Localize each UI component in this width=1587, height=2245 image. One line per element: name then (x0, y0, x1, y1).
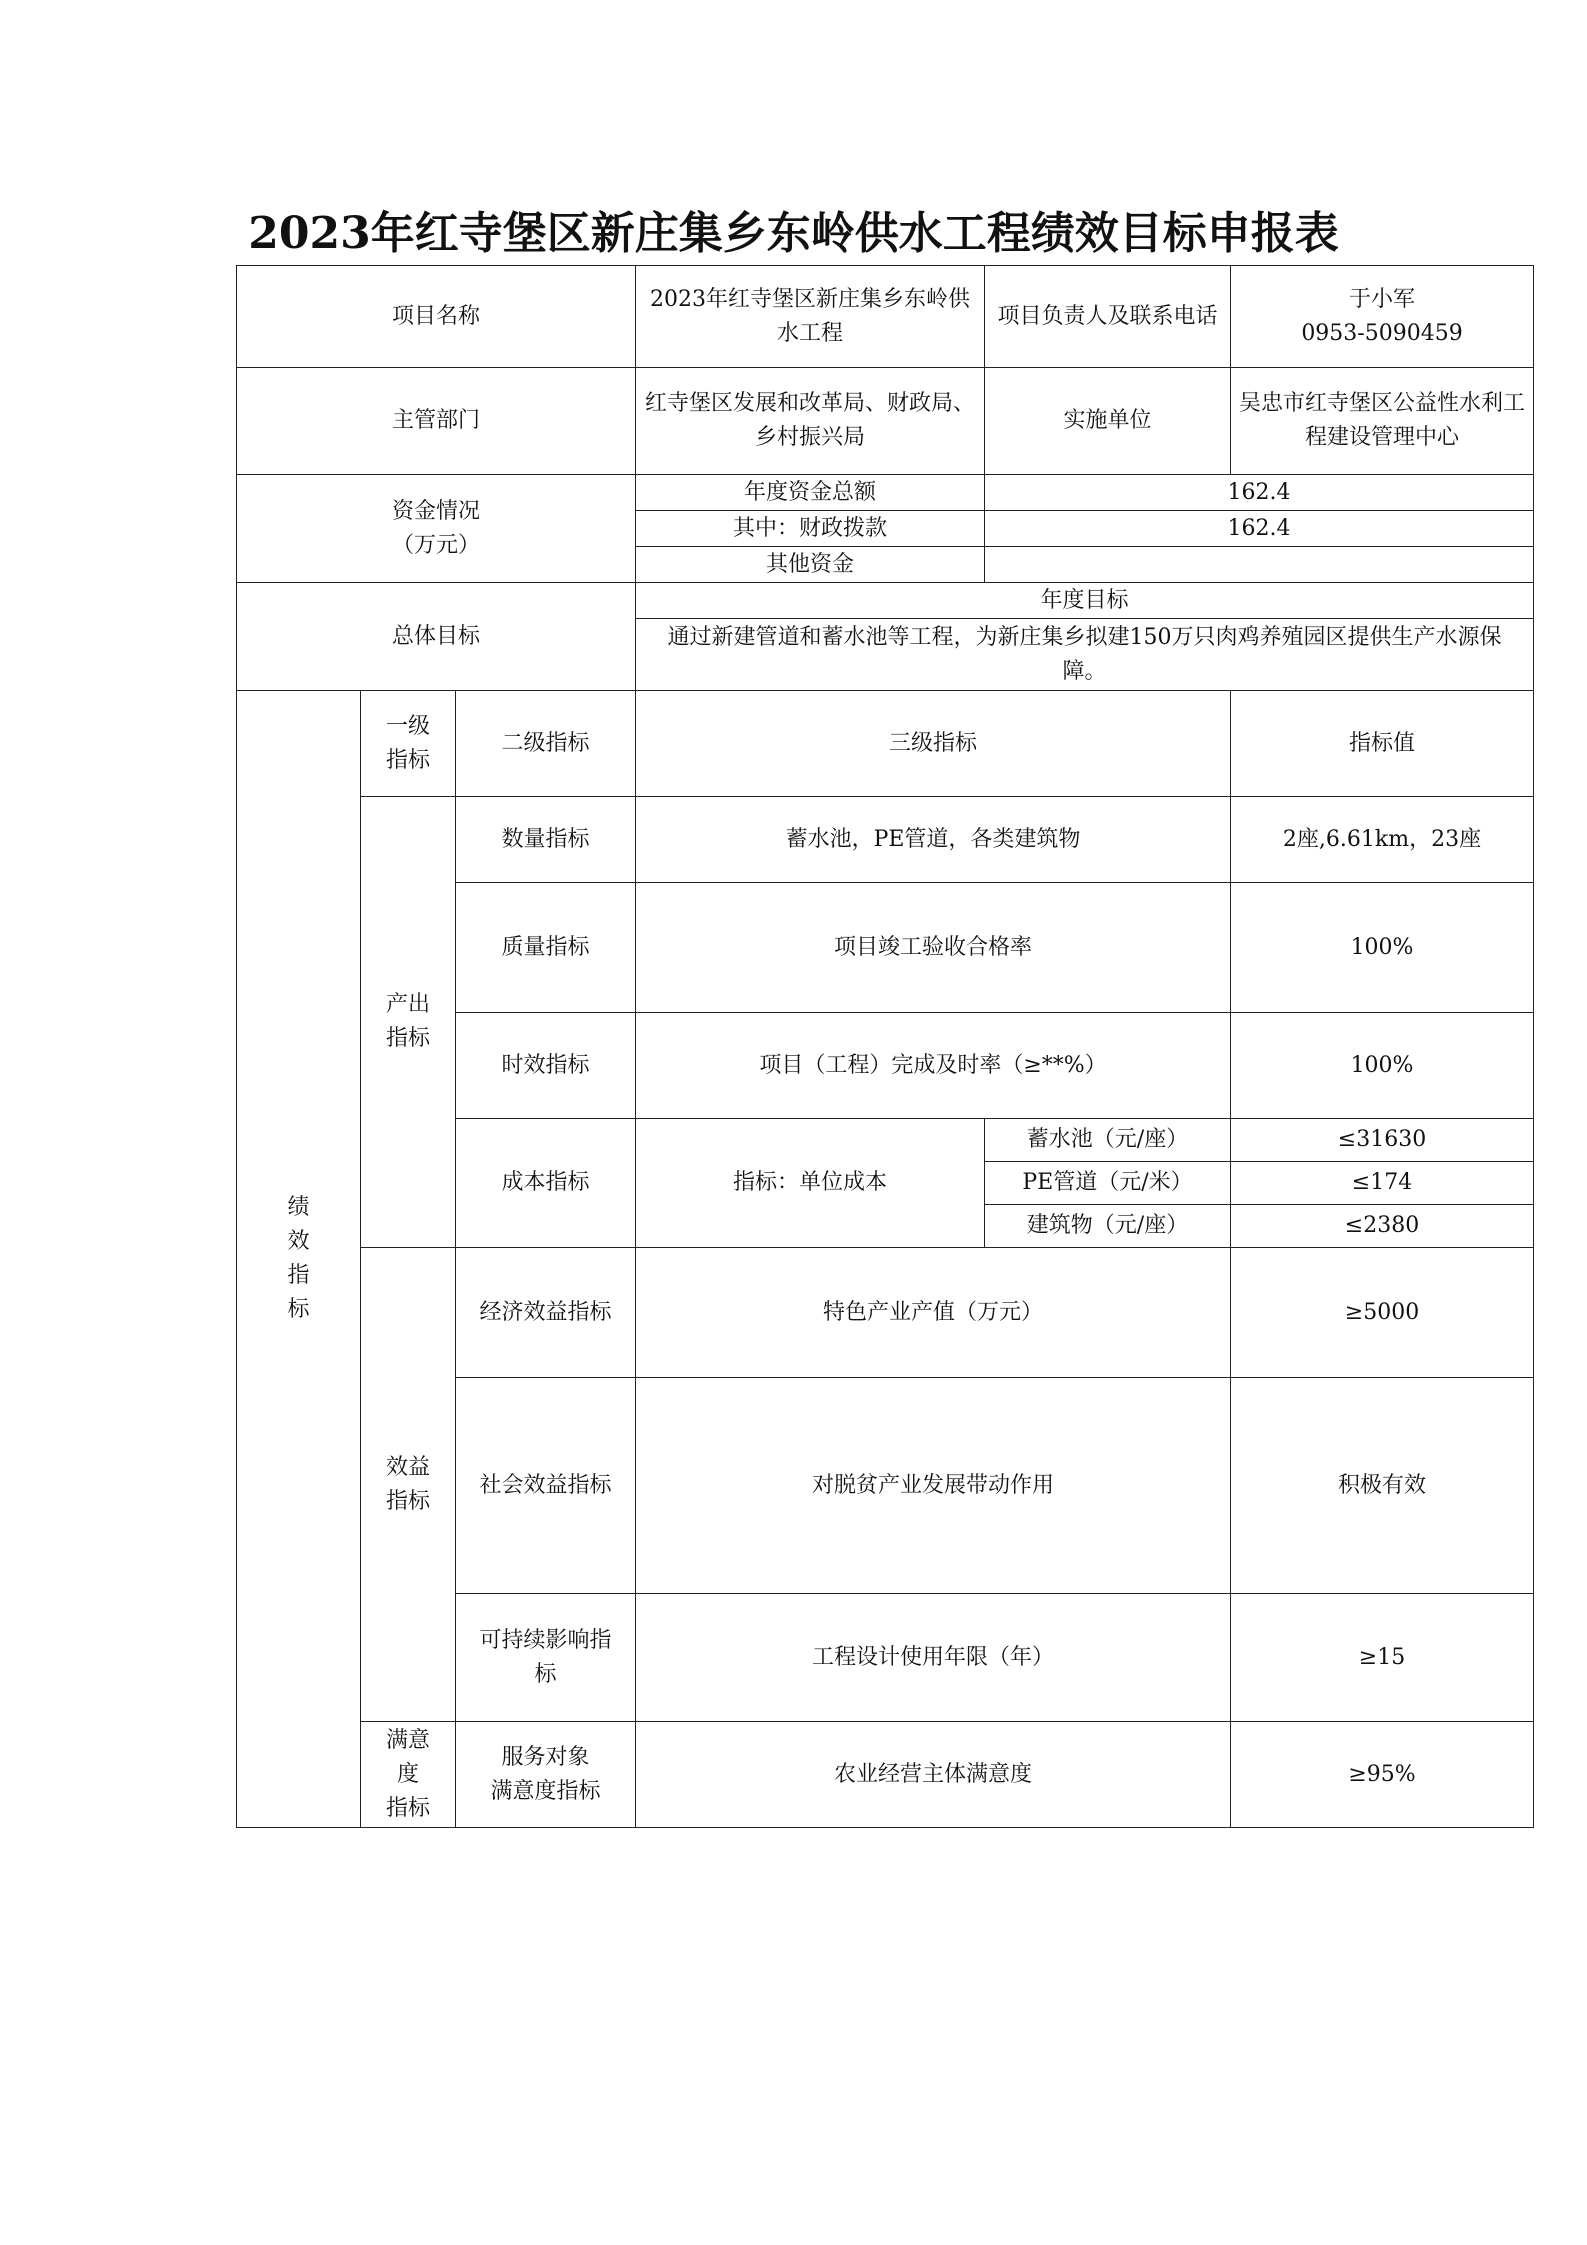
timeliness-level2: 时效指标 (456, 1013, 636, 1119)
perf-label-char-3: 指 (287, 1263, 310, 1288)
quantity-level3: 蓄水池，PE管道，各类建筑物 (636, 797, 1231, 883)
social-value: 积极有效 (1231, 1378, 1534, 1594)
social-level3: 对脱贫产业发展带动作用 (636, 1378, 1231, 1594)
quality-level2: 质量指标 (456, 883, 636, 1013)
level2-header: 二级指标 (456, 691, 636, 797)
perf-label-char-1: 绩 (287, 1195, 310, 1220)
timeliness-value: 100% (1231, 1013, 1534, 1119)
level1-header-line-2: 指标 (385, 747, 430, 773)
perf-label (237, 691, 361, 1828)
level1-header-line-1: 一级 (385, 713, 430, 739)
department-value: 红寺堡区发展和改革局、财政局、乡村振兴局 (636, 368, 985, 475)
funds-other-value (985, 547, 1534, 583)
funds-label (237, 475, 636, 583)
quantity-level2: 数量指标 (456, 797, 636, 883)
funds-fiscal-label: 其中：财政拨款 (636, 511, 985, 547)
cost-level2: 成本指标 (456, 1119, 636, 1248)
perf-label-char-4: 标 (287, 1297, 310, 1322)
satisfaction-value: ≥95% (1231, 1722, 1534, 1828)
cost-item-value-3: ≤2380 (1231, 1205, 1534, 1248)
funds-total-value: 162.4 (985, 475, 1534, 511)
contact-value (1231, 266, 1534, 368)
sustain-level2 (456, 1594, 636, 1722)
funds-total-label: 年度资金总额 (636, 475, 985, 511)
contact-value-line-1: 于小军 (1349, 286, 1416, 312)
social-level2: 社会效益指标 (456, 1378, 636, 1594)
implementer-label: 实施单位 (985, 368, 1231, 475)
quality-level3: 项目竣工验收合格率 (636, 883, 1231, 1013)
funds-fiscal-value: 162.4 (985, 511, 1534, 547)
sustain-level3: 工程设计使用年限（年） (636, 1594, 1231, 1722)
contact-label: 项目负责人及联系电话 (985, 266, 1231, 368)
quality-value: 100% (1231, 883, 1534, 1013)
goal-header-row (237, 583, 1534, 619)
output-label (361, 797, 456, 1248)
satisfaction-label-line-2: 度 (396, 1761, 419, 1787)
satisfaction-label-line-1: 满意 (385, 1727, 430, 1753)
goal-label: 总体目标 (237, 583, 636, 691)
funds-other-label: 其他资金 (636, 547, 985, 583)
quantity-row (237, 797, 1534, 883)
funds-label-line-2: （万元） (391, 532, 480, 558)
satisfaction-row (237, 1722, 1534, 1828)
sustain-level2-line-1: 可持续影响指 (479, 1627, 612, 1653)
cost-level3: 指标：单位成本 (636, 1119, 985, 1248)
cost-item-name-3: 建筑物（元/座） (985, 1205, 1231, 1248)
perf-header-row (237, 691, 1534, 797)
satisfaction-level3: 农业经营主体满意度 (636, 1722, 1231, 1828)
funds-label-line-1: 资金情况 (391, 498, 480, 524)
page-title: 2023年红寺堡区新庄集乡东岭供水工程绩效目标申报表 (248, 208, 1339, 259)
economic-level3: 特色产业产值（万元） (636, 1248, 1231, 1378)
level3-header: 三级指标 (636, 691, 1231, 797)
cost-item-name-2: PE管道（元/米） (985, 1162, 1231, 1205)
timeliness-level3: 项目（工程）完成及时率（≥**%） (636, 1013, 1231, 1119)
project-name-label: 项目名称 (237, 266, 636, 368)
contact-value-line-2: 0953-5090459 (1301, 320, 1463, 346)
project-name-value: 2023年红寺堡区新庄集乡东岭供水工程 (636, 266, 985, 368)
performance-form-table (236, 265, 1534, 1828)
satisfaction-level2 (456, 1722, 636, 1828)
perf-label-char-2: 效 (287, 1229, 310, 1254)
cost-item-value-2: ≤174 (1231, 1162, 1534, 1205)
sustain-level2-line-2: 标 (534, 1661, 557, 1687)
output-label-line-2: 指标 (385, 1026, 430, 1051)
satisfaction-level2-line-2: 满意度指标 (490, 1778, 601, 1804)
benefit-label-line-1: 效益 (385, 1454, 430, 1480)
sustain-value: ≥15 (1231, 1594, 1534, 1722)
economic-value: ≥5000 (1231, 1248, 1534, 1378)
satisfaction-label (361, 1722, 456, 1828)
benefit-label (361, 1248, 456, 1722)
level1-header (361, 691, 456, 797)
implementer-value: 吴忠市红寺堡区公益性水利工程建设管理中心 (1231, 368, 1534, 475)
department-row (237, 368, 1534, 475)
annual-goal-label: 年度目标 (636, 583, 1534, 619)
funds-total-row (237, 475, 1534, 511)
economic-level2: 经济效益指标 (456, 1248, 636, 1378)
department-label: 主管部门 (237, 368, 636, 475)
output-label-line-1: 产出 (385, 992, 430, 1017)
satisfaction-label-line-3: 指标 (385, 1795, 430, 1821)
goal-text: 通过新建管道和蓄水池等工程，为新庄集乡拟建150万只肉鸡养殖园区提供生产水源保障。 (636, 619, 1534, 691)
satisfaction-level2-line-1: 服务对象 (501, 1744, 590, 1770)
value-header: 指标值 (1231, 691, 1534, 797)
project-name-row (237, 266, 1534, 368)
cost-item-value-1: ≤31630 (1231, 1119, 1534, 1162)
benefit-label-line-2: 指标 (385, 1488, 430, 1514)
economic-row (237, 1248, 1534, 1378)
cost-item-name-1: 蓄水池（元/座） (985, 1119, 1231, 1162)
quantity-value: 2座,6.61km，23座 (1231, 797, 1534, 883)
